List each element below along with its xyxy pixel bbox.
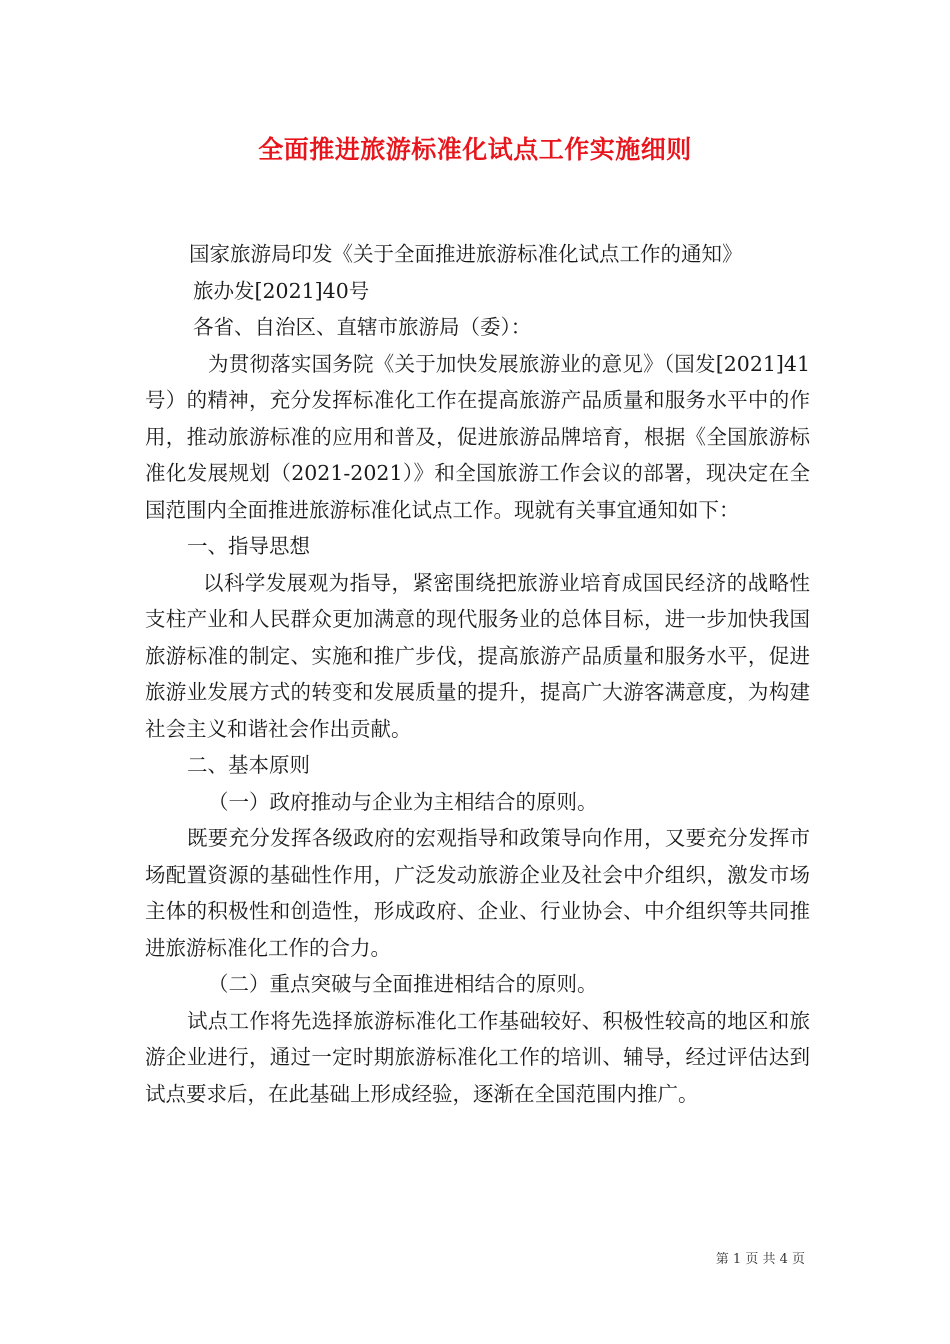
paragraph-guiding-ideology: 以科学发展观为指导，紧密围绕把旅游业培育成国民经济的战略性支柱产业和人民群众更加满意的现代服务业的总体目标，进一步加快我国旅游标准的制定、实施和推广步伐，提高旅游产品质量和服务水平，促进旅游业发展方式的转变和发展质量的提升，提高广大游客满意度，为构建社会主义和谐社会作出贡献。 bbox=[145, 570, 810, 741]
section-heading-basic-principles: 二、基本原则 bbox=[187, 753, 310, 777]
page-number: 第 1 页 共 4 页 bbox=[715, 1252, 805, 1267]
paragraph-principle-2: 试点工作将先选择旅游标准化工作基础较好、积极性较高的地区和旅游企业进行，通过一定时期旅游标准化工作的培训、辅导，经过评估达到试点要求后，在此基础上形成经验，逐渐在全国范围内推广。 bbox=[145, 1008, 810, 1106]
subsection-heading-principle-1: （一）政府推动与企业为主相结合的原则。 bbox=[208, 789, 598, 814]
paragraph-addressee: 各省、自治区、直辖市旅游局（委）： bbox=[193, 315, 532, 339]
paragraph-intro: 为贯彻落实国务院《关于加快发展旅游业的意见》（国发[2021]41号）的精神，充分发挥标准化工作在提高旅游产品质量和服务水平中的作用，推动旅游标准的应用和普及，促进旅游品牌培育，根据《全国旅游标准化发展规划（2021-2021）》和全国旅游工作会议的部署，现决定在全国范围内全面推进旅游标准化试点工作。现就有关事宜通知如下： bbox=[145, 351, 810, 522]
paragraph-document-number: 旅办发[2021]40号 bbox=[193, 278, 370, 303]
subsection-heading-principle-2: （二）重点突破与全面推进相结合的原则。 bbox=[208, 972, 598, 996]
section-heading-guiding-ideology: 一、指导思想 bbox=[187, 534, 310, 558]
paragraph-notice-title: 国家旅游局印发《关于全面推进旅游标准化试点工作的通知》 bbox=[189, 242, 743, 266]
paragraph-principle-1: 既要充分发挥各级政府的宏观指导和政策导向作用，又要充分发挥市场配置资源的基础性作用，广泛发动旅游企业及社会中介组织，激发市场主体的积极性和创造性，形成政府、企业、行业协会、中介组织等共同推进旅游标准化工作的合力。 bbox=[145, 826, 810, 960]
document-body bbox=[145, 236, 810, 1112]
document-title: 全面推进旅游标准化试点工作实施细则 bbox=[258, 135, 692, 164]
